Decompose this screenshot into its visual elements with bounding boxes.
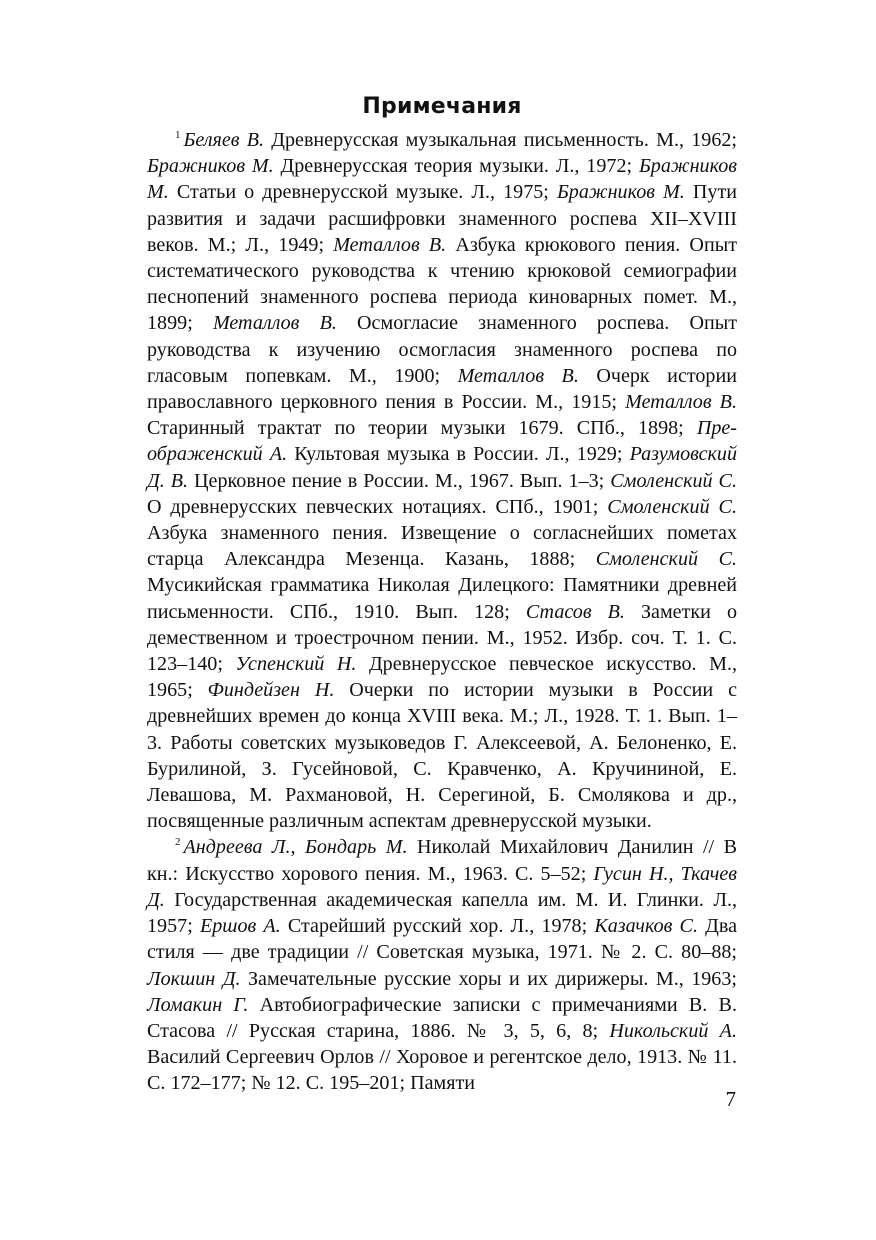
- author-name: Металлов В.: [333, 233, 447, 256]
- citation-text: Азбука знаменного пения. Извещение о согласнейших пометах старца Александра Мезенца. Казань, 1888;: [147, 522, 737, 571]
- page-title: Примечания: [362, 94, 522, 119]
- author-name: Смоленский С.: [610, 469, 737, 492]
- author-name: Казачков С.: [594, 915, 698, 938]
- citation-text: Культовая музыка в России. Л., 1929;: [287, 443, 630, 466]
- author-name: Смоленский С.: [595, 548, 737, 571]
- author-name: Локшин Д.: [147, 967, 241, 990]
- page-number: 7: [725, 1087, 736, 1111]
- author-name: Финдейзен Н.: [207, 679, 335, 702]
- author-name: Ломакин Г.: [147, 993, 249, 1016]
- author-name: Преображенский А.: [147, 417, 737, 466]
- footnote-marker: 1: [175, 129, 181, 141]
- author-name: Металлов В.: [457, 364, 579, 387]
- citation-text: Николай Михайлович Данилин // В кн.: Искусство хорового пения. М., 1963. С. 5–52;: [147, 836, 737, 885]
- citation-text: Василий Сергеевич Орлов // Хоровое и регентское дело, 1913. № 11. С. 172–177; № 12. С. 195–201; Памяти: [147, 1046, 737, 1095]
- footnote-marker: 2: [175, 836, 181, 849]
- author-name: Никольский А.: [609, 1019, 737, 1042]
- author-name: Стасов В.: [525, 600, 625, 623]
- citation-text: Очерк истории православного церковного пения в России. М., 1915;: [147, 364, 737, 414]
- citation-text: Государственная академическая капелла им. М. И. Глинки. Л., 1957;: [147, 888, 737, 938]
- citation-text: Замечательные русские хоры и их дирижеры. М., 1963;: [240, 967, 737, 990]
- citation-text: Заметки о демественном и троестрочном пении. М., 1952. Избр. соч. Т. 1. С. 123–140;: [147, 600, 738, 676]
- citation-text: Два стиля — две традиции // Советская музыка, 1971. № 2. С. 80–88;: [147, 915, 737, 964]
- citation-text: Старейший русский хор. Л., 1978;: [280, 915, 595, 938]
- page-body: [147, 94, 737, 1097]
- footnote-1: [147, 127, 737, 834]
- author-name: Бражников М.: [147, 155, 274, 178]
- author-name: Разумовский Д. В.: [147, 443, 737, 492]
- citation-text: Автобиографические записки с примечаниями В. В. Стасова // Русская старина, 1886. № 3, 5, 6, 8;: [147, 993, 737, 1042]
- citation-text: Древнерусское певческое искусство. М., 1965;: [147, 653, 738, 702]
- author-name: Андреева Л., Бондарь М.: [183, 836, 408, 859]
- author-name: Металлов В.: [625, 391, 737, 414]
- author-name: Бражников М.: [556, 181, 685, 204]
- citation-text: Очерки по истории музыки в России с древнейших времен до конца XVIII века. М.; Л., 1928. Т. 1. Вып. 1–3. Работы советских музыковедов Г. Алексеевой, А. Белоненко, Е. Бурилиной, З. Гусейновой, С. Кравченко, А. Кручининой, Е. Левашова, М. Рахмановой, Н. Серегиной, Б. Смолякова и др., посвященные различным аспектам древнерусской музыки.: [147, 679, 737, 833]
- citation-text: Осмогласие знаменного роспева. Опыт руководства к изучению осмогласия знаменного роспева по гласовым попевкам. М., 1900;: [147, 312, 737, 387]
- author-name: Беляев В.: [183, 129, 265, 151]
- citation-text: Церковное пение в России. М., 1967. Вып. 1–3;: [188, 469, 611, 492]
- author-name: Бражников М.: [147, 155, 738, 204]
- citation-text: Древнерусская музыкальная письменность. М., 1962;: [264, 129, 737, 151]
- citation-text: Статьи о древнерусской музыке. Л., 1975;: [168, 181, 557, 204]
- author-name: Успенский Н.: [235, 653, 357, 676]
- citation-text: Старинный трактат по теории музыки 1679. СПб., 1898;: [147, 417, 697, 440]
- citation-text: Азбука крюкового пения. Опыт систематического руководства к чтению крюковой семиографии песнопений знаменного роспева периода киноварных помет. М., 1899;: [147, 233, 737, 335]
- author-name: Гусин Н., Ткачев Д.: [147, 862, 737, 911]
- citation-text: Пути развития и задачи расшифровки знаменного роспева XII–XVIII веков. М.; Л., 1949;: [147, 181, 737, 256]
- citation-text: Мусикийская грамматика Николая Дилецкого: Памятники древней письменности. СПб., 1910. Вып. 128;: [147, 574, 737, 623]
- author-name: Смоленский С.: [607, 495, 737, 518]
- author-name: Ершов А.: [199, 915, 281, 938]
- citation-text: О древнерусских певческих нотациях. СПб., 1901;: [147, 495, 608, 518]
- footnote-2: [147, 834, 737, 1096]
- author-name: Металлов В.: [212, 312, 337, 335]
- citation-text: Древнерусская теория музыки. Л., 1972;: [273, 155, 639, 178]
- notes-list: [147, 127, 737, 1097]
